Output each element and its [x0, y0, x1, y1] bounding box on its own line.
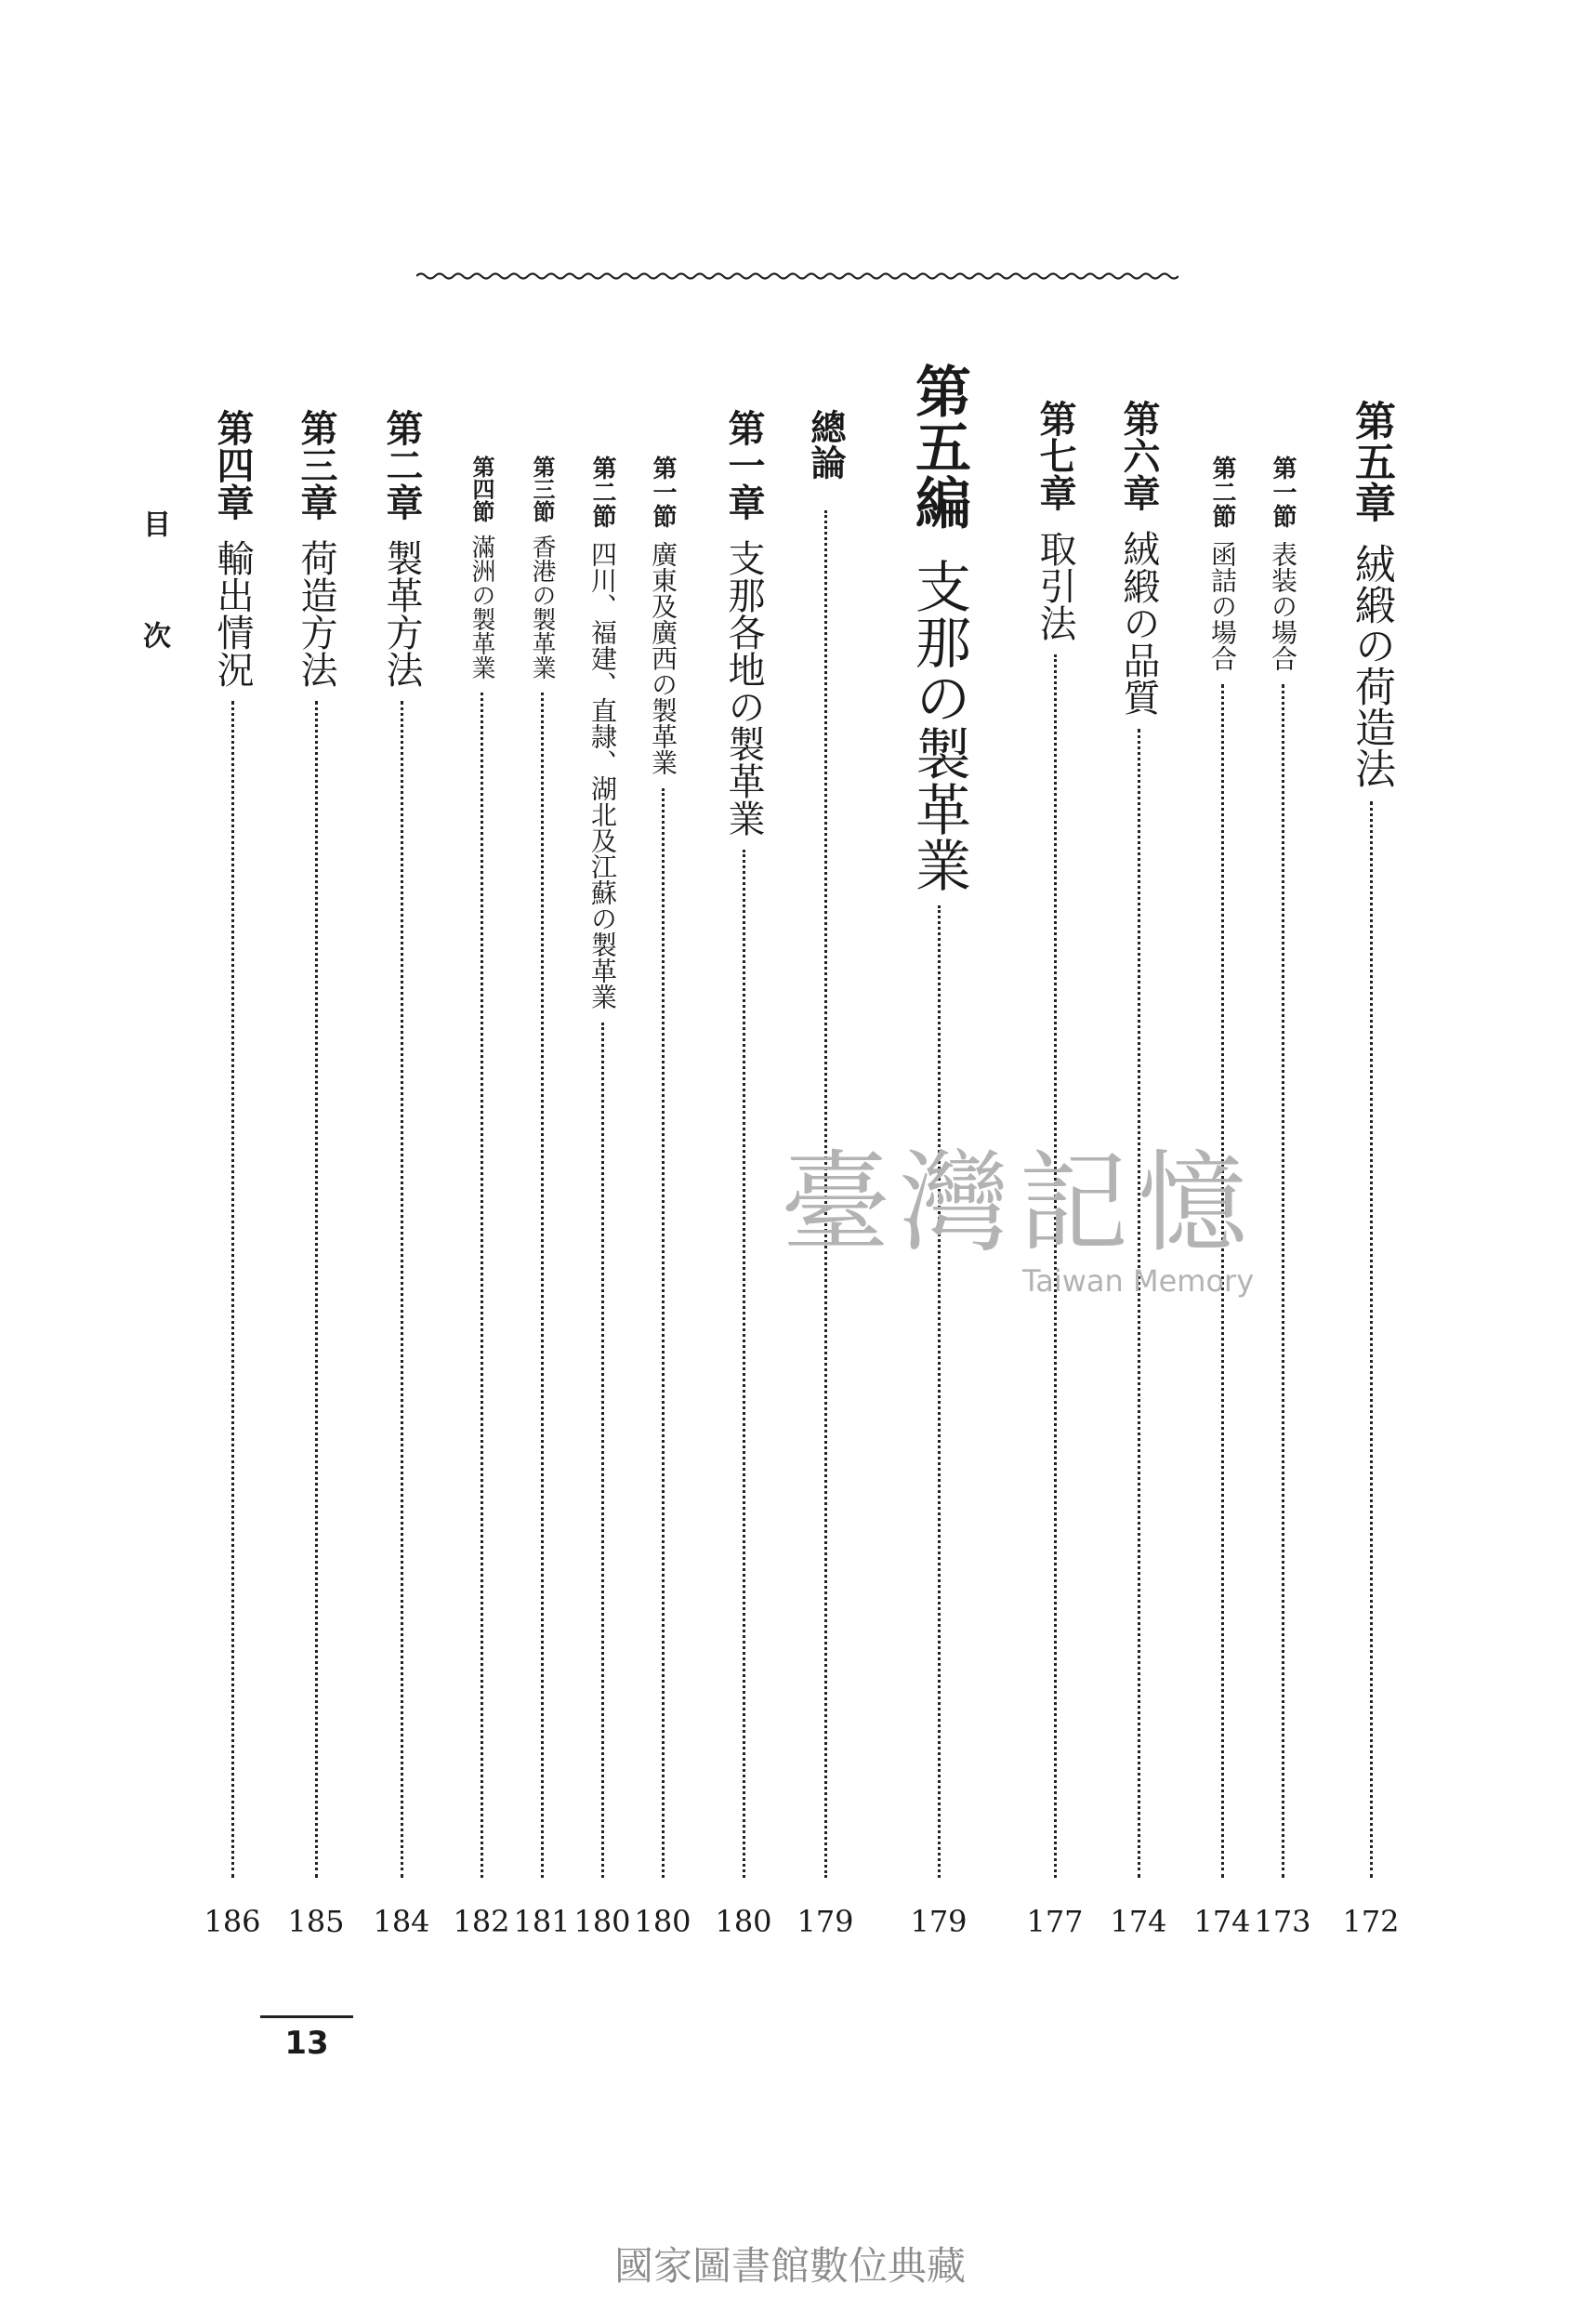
toc-entry-title: 香港の製革業 — [528, 535, 556, 680]
toc-page-number: 181 — [513, 1904, 571, 1939]
toc-entry — [805, 409, 847, 497]
toc-page-number: 180 — [715, 1904, 772, 1939]
watermark-en: Taiwan Memory — [1022, 1263, 1255, 1299]
toc-page-number: 186 — [204, 1904, 261, 1939]
toc-entry — [295, 409, 338, 688]
toc-entry-label: 第二節 — [1208, 456, 1236, 528]
toc-page-number: 180 — [573, 1904, 631, 1939]
toc-leader-dots — [743, 850, 745, 1878]
toc-entry — [906, 363, 971, 892]
toc-entry-title: 輸出情況 — [211, 539, 254, 688]
toc-entry — [380, 409, 424, 688]
toc-entry-label: 第一節 — [649, 456, 677, 528]
toc-entry — [211, 409, 255, 688]
toc-entry-title: 廣東及廣西の製革業 — [648, 541, 678, 775]
toc-entry-label: 第五章 — [1348, 400, 1395, 522]
toc-entry-label: 第四章 — [211, 409, 255, 521]
watermark-cjk: 臺灣記憶 — [781, 1139, 1257, 1267]
toc-page-number: 174 — [1193, 1904, 1251, 1939]
toc-leader-dots — [481, 693, 483, 1878]
toc-entry-label: 第七章 — [1034, 400, 1077, 511]
toc-leader-dots — [315, 701, 318, 1878]
toc-entry — [722, 409, 766, 837]
toc-entry-label: 第四節 — [468, 456, 495, 522]
toc-leader-dots — [1370, 801, 1373, 1878]
watermark — [781, 1139, 1257, 1299]
toc-entry — [1207, 456, 1238, 671]
page-number: 13 — [284, 2025, 329, 2062]
toc-leader-dots — [1138, 729, 1140, 1878]
toc-entry — [469, 456, 494, 680]
toc-page-number: 177 — [1026, 1904, 1084, 1939]
toc-entry — [1117, 400, 1161, 716]
toc-page-number: 172 — [1342, 1904, 1400, 1939]
toc-entry-label: 第三節 — [529, 456, 556, 522]
toc-entry-label: 第六章 — [1117, 400, 1161, 511]
side-label-mokuji: 目次 — [138, 509, 170, 733]
toc-leader-dots — [662, 788, 665, 1878]
toc-entry-title: 取引法 — [1034, 530, 1076, 641]
top-wavy-rule — [416, 270, 1178, 283]
toc-entry-title: 支那の製革業 — [906, 558, 971, 892]
toc-entry-label: 第二章 — [380, 409, 424, 521]
toc-entry — [587, 456, 618, 1010]
toc-entry — [1270, 456, 1296, 671]
toc-entry-title: 滿洲の製革業 — [467, 535, 495, 680]
toc-leader-dots — [401, 701, 403, 1878]
toc-entry-label: 第一章 — [722, 409, 766, 521]
toc-entry-title: 函詰の場合 — [1207, 541, 1238, 671]
toc-entry-title: 四川、福建、直隷、湖北及江蘇の製革業 — [587, 541, 618, 1010]
toc-entry-label: 第二節 — [588, 456, 616, 528]
toc-entry-title: 表装の場合 — [1268, 541, 1298, 671]
toc-page-number: 179 — [910, 1904, 968, 1939]
toc-entry-label: 第五編 — [906, 363, 971, 530]
folio-rule — [260, 2015, 353, 2018]
toc-page-number: 174 — [1110, 1904, 1167, 1939]
toc-page-number: 182 — [453, 1904, 510, 1939]
toc-entry-title: 製革方法 — [380, 539, 423, 688]
toc-entry — [530, 456, 554, 680]
toc-entry-label: 第一節 — [1269, 456, 1297, 528]
toc-entry-label: 總論 — [805, 409, 847, 480]
toc-entry-title: 荷造方法 — [295, 539, 337, 688]
toc-leader-dots — [1282, 684, 1284, 1878]
toc-leader-dots — [541, 693, 544, 1878]
toc-leader-dots — [938, 905, 941, 1878]
footer-archive-label: 國家圖書館數位典藏 — [613, 2243, 967, 2289]
toc-entry-title: 絨緞の品質 — [1117, 530, 1160, 716]
toc-page-number: 185 — [287, 1904, 345, 1939]
toc-leader-dots — [601, 1023, 604, 1878]
toc-page-number: 180 — [634, 1904, 691, 1939]
toc-page-number: 173 — [1254, 1904, 1311, 1939]
toc-leader-dots — [231, 701, 234, 1878]
toc-entry-title: 支那各地の製革業 — [722, 539, 765, 837]
toc-entry — [650, 456, 676, 775]
toc-entry-label: 第三章 — [295, 409, 338, 521]
toc-entry — [1034, 400, 1077, 641]
toc-entry-title: 絨緞の荷造法 — [1348, 543, 1395, 788]
toc-page-number: 184 — [373, 1904, 430, 1939]
toc-page-number: 179 — [797, 1904, 854, 1939]
toc-entry — [1348, 400, 1395, 788]
